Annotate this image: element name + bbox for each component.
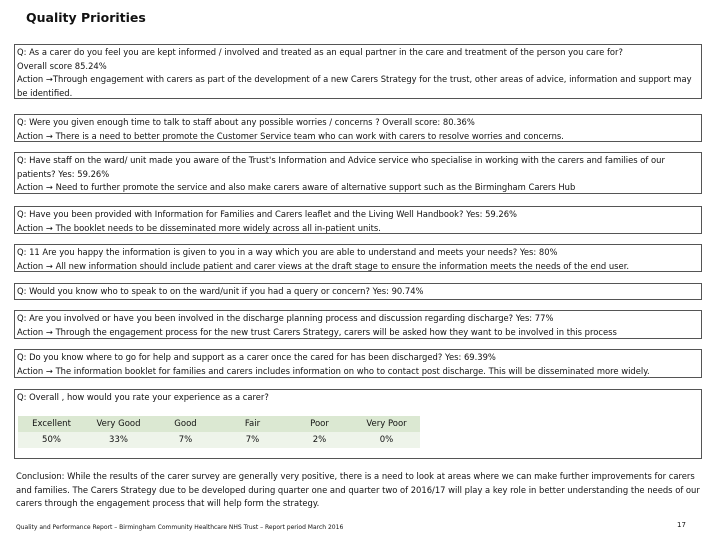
question-text: Q: Were you given enough time to talk to staff about any possible worries / concerns ? Overall score: 80.36% — [17, 117, 475, 127]
question-action: Action → The information booklet for families and carers includes information on who to contact post discharge. This will be disseminated more widely. — [17, 365, 650, 376]
rating-header: Excellent — [18, 416, 85, 432]
question-action: Action →Through engagement with carers as part of the development of a new Carers Strategy for the trust, other areas of advice, information and support may be identified. — [17, 74, 692, 98]
rating-header: Fair — [219, 416, 286, 432]
rating-value: 7% — [219, 432, 286, 448]
rating-value-row — [18, 432, 420, 448]
question-text: Q: Would you know who to speak to on the ward/unit if you had a query or concern? Yes: 90.74% — [17, 286, 424, 296]
question-text: Q: Overall , how would you rate your experience as a carer? — [17, 392, 269, 402]
question-box-4 — [14, 206, 702, 234]
question-box-1 — [14, 44, 702, 99]
rating-value: 0% — [353, 432, 420, 448]
question-text: Q: As a carer do you feel you are kept informed / involved and treated as an equal partner in the care and treatment of the person you care for? — [17, 47, 623, 57]
page-title: Quality Priorities — [26, 10, 146, 25]
question-action: Action → The booklet needs to be disseminated more widely across all in-patient units. — [17, 222, 381, 233]
question-action: Action → Need to further promote the service and also make carers aware of alternative support such as the Birmingham Carers Hub — [17, 182, 576, 192]
page-number: 17 — [677, 521, 686, 529]
rating-value: 2% — [286, 432, 353, 448]
rating-table — [18, 416, 420, 448]
question-text: Q: Do you know where to go for help and support as a carer once the cared for has been discharged? Yes: 69.39% — [17, 352, 496, 362]
footer-text: Quality and Performance Report – Birmingham Community Healthcare NHS Trust – Report period March 2016 — [16, 524, 344, 531]
question-text: Q: Are you involved or have you been involved in the discharge planning process and discussion regarding discharge? Yes: 77% — [17, 313, 554, 323]
question-action: Action → Through the engagement process for the new trust Carers Strategy, carers will be asked how they want to be involved in this process — [17, 326, 617, 337]
rating-header: Very Good — [85, 416, 152, 432]
rating-value: 7% — [152, 432, 219, 448]
question-text: Q: Have you been provided with Information for Families and Carers leaflet and the Living Well Handbook? Yes: 59.26% — [17, 209, 518, 219]
question-box-3 — [14, 152, 702, 194]
question-score: Overall score 85.24% — [17, 60, 107, 71]
rating-header-row — [18, 416, 420, 432]
rating-header: Poor — [286, 416, 353, 432]
question-box-7 — [14, 310, 702, 339]
rating-header: Good — [152, 416, 219, 432]
rating-header: Very Poor — [353, 416, 420, 432]
question-action: Action → All new information should include patient and carer views at the draft stage to ensure the information meets the needs of the end user. — [17, 260, 630, 271]
rating-value: 33% — [85, 432, 152, 448]
question-box-6 — [14, 283, 702, 300]
question-text: Q: Have staff on the ward/ unit made you aware of the Trust's Information and Advice service who specialise in working with the carers and families of our patients? Yes: 59.26% — [17, 155, 665, 179]
question-box-2 — [14, 114, 702, 142]
question-box-5 — [14, 244, 702, 272]
question-box-8 — [14, 349, 702, 378]
rating-value: 50% — [18, 432, 85, 448]
question-text: Q: 11 Are you happy the information is given to you in a way which you are able to understand and meets your needs? Yes: 80% — [17, 247, 558, 257]
conclusion-text: Conclusion: While the results of the carer survey are generally very positive, there is a need to look at areas where we can make further improvements for carers and families. The Carers Strategy due to be developed during quarter one and quarter two of 2016/17 will play a key role in better understanding the needs of our carers through the engagement process that will help form the strategy. — [16, 471, 700, 508]
question-action: Action → There is a need to better promote the Customer Service team who can work with carers to resolve worries and concerns. — [17, 130, 564, 141]
